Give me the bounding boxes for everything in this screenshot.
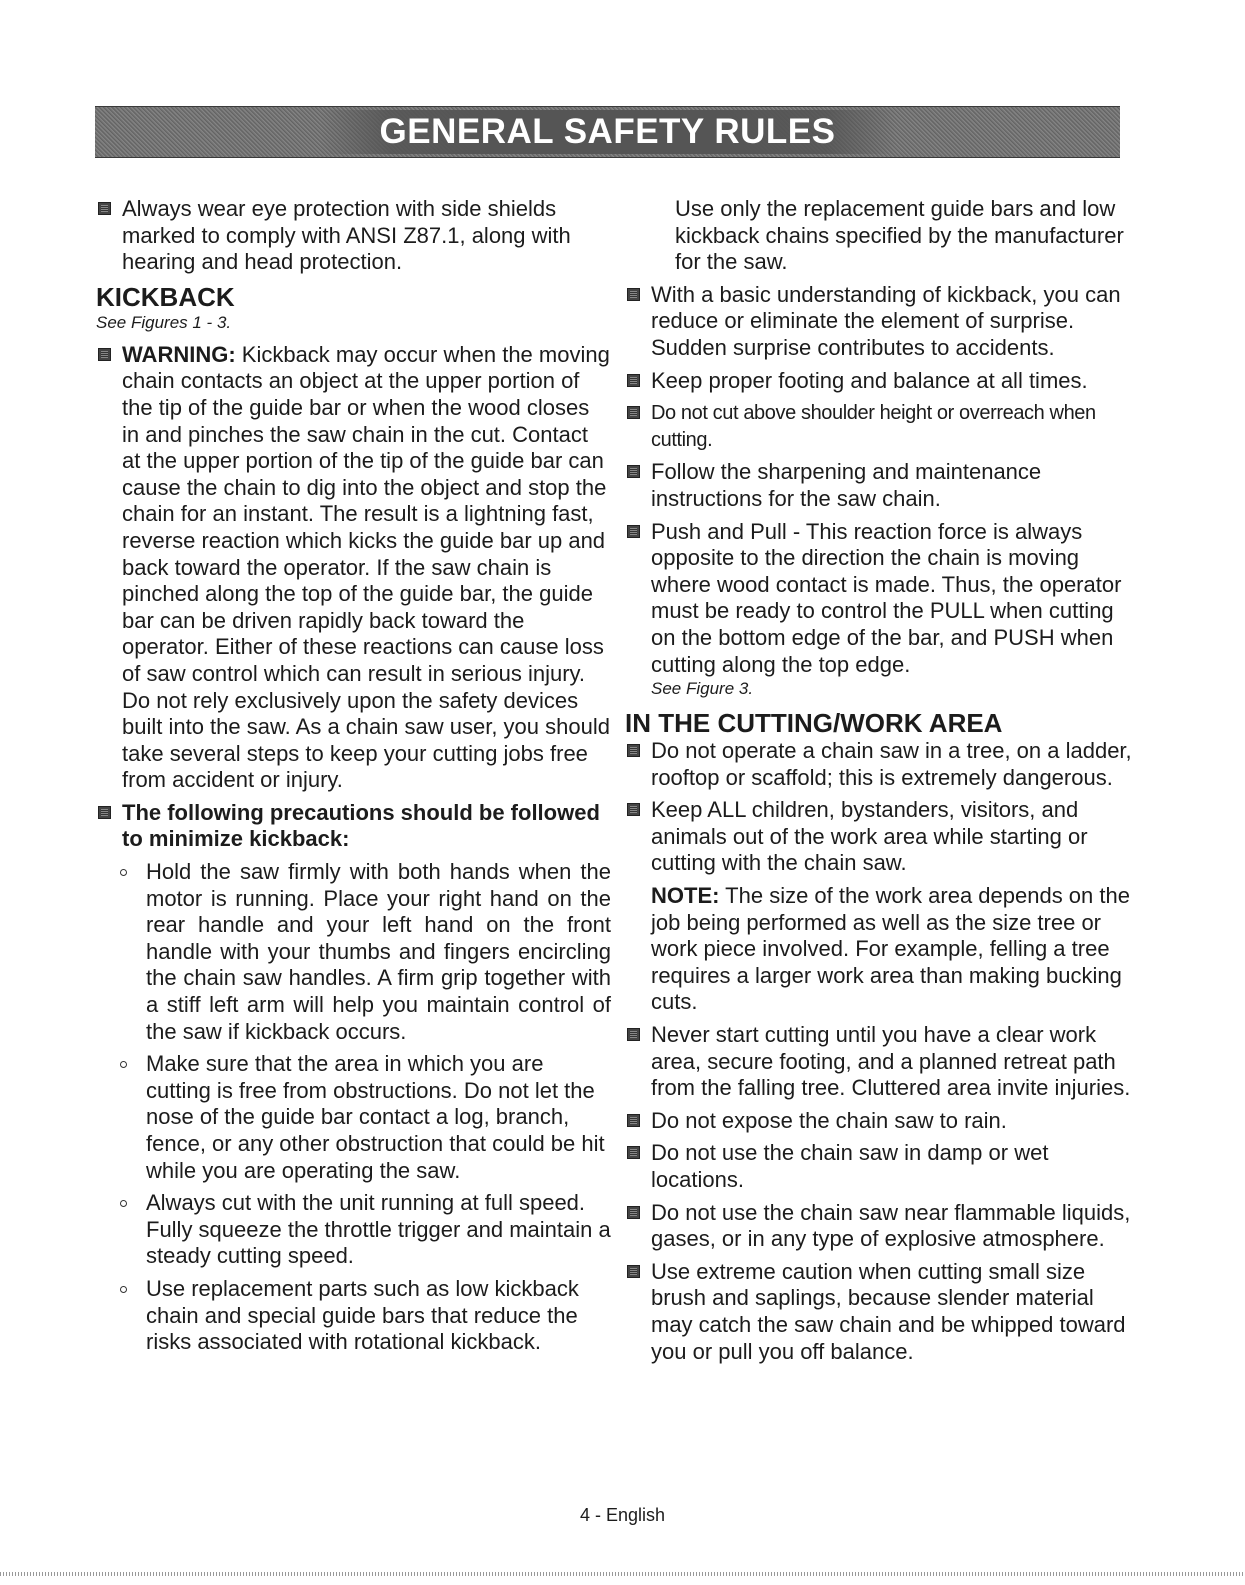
list-item [625,400,1135,453]
square-bullet-icon [627,1146,640,1159]
item-text: Do not expose the chain saw to rain. [651,1107,1007,1133]
square-bullet-icon [98,202,111,215]
continued-text: Use only the replacement guide bars and low kickback chains specified by the manufacturer for the saw. [675,196,1124,275]
item-text: Do not cut above shoulder height or overreach when cutting. [651,402,1096,451]
list-item [96,1051,611,1184]
banner-title-backdrop [320,110,896,154]
square-bullet-icon [627,288,640,301]
figure-reference: See Figures 1 - 3. [96,312,232,332]
circle-bullet-icon [120,869,127,876]
list-item [625,1108,1135,1135]
list-item [625,797,1135,877]
precautions-heading-item [96,800,611,853]
item-text: Always wear eye protection with side shields marked to comply with ANSI Z87.1, along with hearing and head protection. [122,196,571,275]
square-bullet-icon [627,1114,640,1127]
list-item [625,459,1135,512]
note [625,883,1135,1016]
square-bullet-icon [627,406,640,419]
list-item [625,1259,1135,1365]
section-banner [95,106,1120,158]
list-item [96,859,611,1045]
square-bullet-icon [627,803,640,816]
square-bullet-icon [627,465,640,478]
square-bullet-icon [627,374,640,387]
list-item [96,1276,611,1356]
figure-reference: See Figure 3. [651,679,754,699]
list-item [96,1190,611,1270]
list-item [625,519,1135,701]
item-text: Use replacement parts such as low kickback chain and special guide bars that reduce the risks associated with rotational kickback. [146,1275,579,1355]
page-footer: 4 - English [579,1505,666,1525]
warning-text: Kickback may occur when the moving chain contacts an object at the upper portion of the tip of the guide bar or when the wood closes in and pinches the saw chain in the cut. Contact at the upper portion of the tip of the guide bar can cause the chain to dig into the object and stop the chain for an instant. The result is a lightning fast, reverse reaction which kicks the guide bar up and back toward the operator. If the saw chain is pinched along the top of the guide bar, the guide bar can be driven rapidly back toward the operator. Either of these reactions can cause loss of saw control which can result in serious injury. Do not rely exclusively upon the safety devices built into the saw. As a chain saw user, you should take several steps to keep your cutting jobs free from accident or injury. [122,341,610,793]
square-bullet-icon [627,1206,640,1219]
item-text: Use extreme caution when cutting small size brush and saplings, because slender material may catch the saw chain and be whipped toward you or pull you off balance. [651,1258,1126,1364]
item-text: With a basic understanding of kickback, you can reduce or eliminate the element of surprise. Sudden surprise contributes to accidents. [651,281,1121,360]
item-text: Follow the sharpening and maintenance instructions for the saw chain. [651,459,1042,511]
item-text: Do not operate a chain saw in a tree, on a ladder, rooftop or scaffold; this is extremely dangerous. [651,738,1132,790]
square-bullet-icon [98,806,111,819]
list-item [96,196,611,276]
list-item [625,1022,1135,1102]
page-title: GENERAL SAFETY RULES [379,112,836,151]
list-item [625,1140,1135,1193]
kickback-heading: KICKBACK [96,281,235,312]
note-label: NOTE: [651,883,720,909]
item-text: Keep ALL children, bystanders, visitors, and animals out of the work area while starting or cutting with the chain saw. [651,797,1088,876]
list-item [625,1200,1135,1253]
item-text: Hold the saw firmly with both hands when the motor is running. Place your right hand on the rear handle and your left hand on the front handle with your thumbs and fingers encircling the chain saw handles. A firm grip together with a stiff left arm will help you maintain control of the saw if kickback occurs. [146,859,611,1044]
square-bullet-icon [98,348,111,361]
square-bullet-icon [627,525,640,538]
right-column [625,196,1135,1371]
square-bullet-icon [627,1265,640,1278]
list-item [625,368,1135,395]
circle-bullet-icon [120,1200,127,1207]
work-area-heading: IN THE CUTTING/WORK AREA [625,708,1003,739]
warning-label: WARNING: [122,341,236,367]
circle-bullet-icon [120,1286,127,1293]
circle-bullet-icon [120,1061,127,1068]
item-text: Always cut with the unit running at full speed. Fully squeeze the throttle trigger and maintain a steady cutting speed. [146,1190,611,1269]
left-column [96,196,611,1362]
square-bullet-icon [627,1028,640,1041]
list-item [625,738,1135,791]
square-bullet-icon [627,744,640,757]
item-text: Never start cutting until you have a clear work area, secure footing, and a planned retreat path from the falling tree. Cluttered area invite injuries. [651,1022,1131,1101]
bottom-divider [0,1572,1245,1576]
item-text: Do not use the chain saw near flammable liquids, gases, or in any type of explosive atmosphere. [651,1199,1131,1252]
warning-item [96,342,611,794]
precautions-heading: The following precautions should be followed to minimize kickback: [122,799,600,852]
note-text: The size of the work area depends on the job being performed as well as the size tree or work piece involved. For example, felling a tree requires a larger work area than making bucking cuts. [651,883,1130,1015]
item-text: Keep proper footing and balance at all times. [651,367,1088,393]
item-text: Do not use the chain saw in damp or wet locations. [651,1140,1049,1192]
item-text: Make sure that the area in which you are cutting is free from obstructions. Do not let the nose of the guide bar contact a log, branch, fence, or any other obstruction that could be hit while you are operating the saw. [146,1051,605,1183]
item-text: Push and Pull - This reaction force is always opposite to the direction the chain is moving where wood contact is made. Thus, the operator must be ready to control the PULL when cutting on the bottom edge of the bar, and PUSH when cutting along the top edge. [651,518,1122,677]
list-item [625,282,1135,362]
